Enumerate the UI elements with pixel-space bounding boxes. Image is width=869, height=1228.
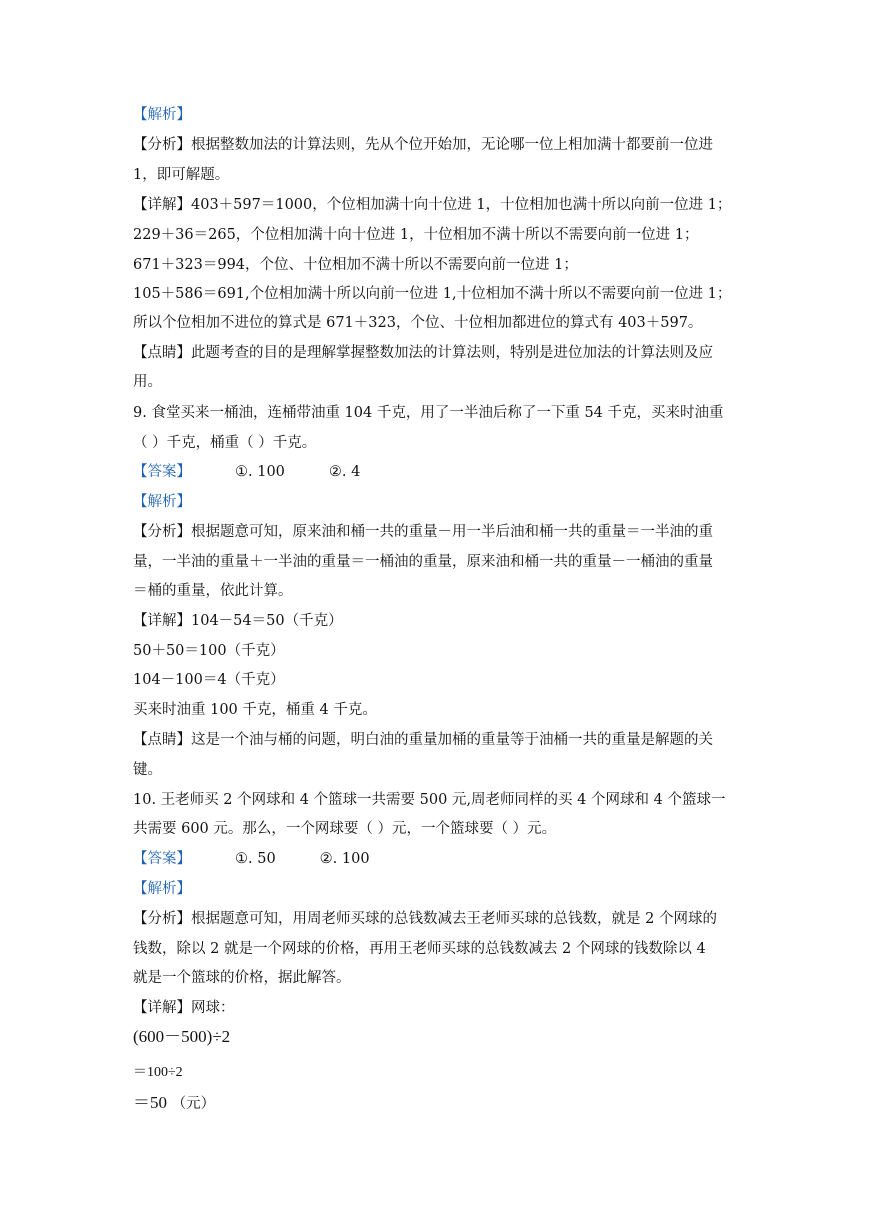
text-line: ＝桶的重量，依此计算。: [133, 583, 293, 599]
answer-label: 【答案】: [133, 851, 191, 867]
text-line: 【分析】根据整数加法的计算法则，先从个位开始加，无论哪一位上相加满十都要前一位进: [133, 137, 713, 153]
answer-row: [133, 849, 370, 869]
text-line: 229＋36＝265，个位相加满十向十位进 1，十位相加不满十所以不需要向前一位进 1；: [133, 227, 699, 243]
text-line: 【分析】根据题意可知，用周老师买球的总钱数减去王老师买球的总钱数，就是 2 个网球的: [133, 911, 717, 927]
text-line: 用。: [133, 374, 162, 390]
text-line: 买来时油重 100 千克，桶重 4 千克。: [133, 702, 377, 718]
question-9: 9. 食堂买来一桶油，连桶带油重 104 千克，用了一半油后称了一下重 54 千克，买来时油重: [133, 405, 724, 421]
unit-label: （元）: [171, 1096, 216, 1112]
text-line: 105＋586＝691,个位相加满十所以向前一位进 1,十位相加不满十所以不需要向前一位进 1；: [133, 286, 732, 302]
text-line: （ ）千克，桶重（ ）千克。: [133, 435, 317, 451]
answer-2: ②. 100: [319, 851, 370, 867]
text-line: 量，一半油的重量＋一半油的重量＝一桶油的重量，原来油和桶一共的重量－一桶油的重量: [133, 554, 713, 570]
text-line: 671＋323＝994，个位、十位相加不满十所以不需要向前一位进 1；: [133, 257, 578, 273]
text-line: 所以个位相加不进位的算式是 671＋323，个位、十位相加都进位的算式有 403＋597。: [133, 315, 703, 331]
section-label-analysis: 【解析】: [133, 107, 191, 123]
question-10: 10. 王老师买 2 个网球和 4 个篮球一共需要 500 元,周老师同样的买 4 个网球和 4 个篮球一: [133, 792, 726, 808]
text-line: 50＋50＝100（千克）: [133, 643, 285, 659]
math-line: (600－500)÷2: [133, 1027, 231, 1046]
text-line: 【点睛】此题考查的目的是理解掌握整数加法的计算法则，特别是进位加法的计算法则及应: [133, 345, 713, 361]
text-line: 【详解】104－54＝50（千克）: [133, 613, 343, 629]
math-line: [133, 1093, 215, 1114]
text-line: 键。: [133, 762, 162, 778]
section-label-analysis: 【解析】: [133, 881, 191, 897]
answer-1: ①. 50: [235, 851, 276, 867]
answer-2: ②. 4: [328, 464, 361, 480]
text-line: 共需要 600 元。那么，一个网球要（ ）元，一个篮球要（ ）元。: [133, 821, 557, 837]
answer-label: 【答案】: [133, 464, 191, 480]
text-line: 1，即可解题。: [133, 167, 230, 183]
text-line: 【详解】网球：: [133, 1000, 235, 1016]
text-line: 104－100＝4（千克）: [133, 672, 285, 688]
section-label-analysis: 【解析】: [133, 494, 191, 510]
text-line: 【分析】根据题意可知，原来油和桶一共的重量－用一半后油和桶一共的重量＝一半油的重: [133, 524, 713, 540]
answer-row: [133, 462, 360, 482]
answer-1: ①. 100: [235, 464, 285, 480]
math-result: ＝50: [133, 1093, 167, 1112]
text-line: 【详解】403＋597＝1000，个位相加满十向十位进 1，十位相加也满十所以向前一位进 1；: [133, 197, 732, 213]
text-line: 钱数，除以 2 就是一个网球的价格，再用王老师买球的总钱数减去 2 个网球的钱数除以 4: [133, 941, 706, 957]
text-line: 就是一个篮球的价格，据此解答。: [133, 970, 351, 986]
text-line: 【点睛】这是一个油与桶的问题，明白油的重量加桶的重量等于油桶一共的重量是解题的关: [133, 732, 713, 748]
math-line: ＝100÷2: [133, 1065, 183, 1080]
